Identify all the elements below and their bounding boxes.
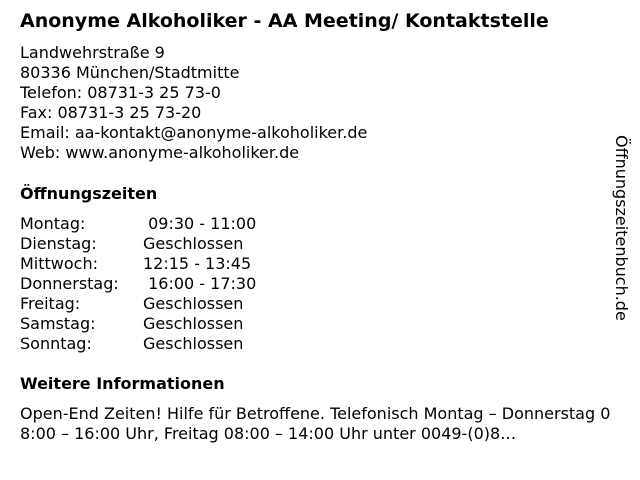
further-info-heading: Weitere Informationen xyxy=(20,374,225,393)
phone-number: Telefon: 08731-3 25 73-0 xyxy=(20,83,221,102)
hours-row-saturday xyxy=(20,314,256,334)
hours-row-sunday xyxy=(20,334,256,354)
time-value: 12:15 - 13:45 xyxy=(143,254,252,273)
hours-row-wednesday xyxy=(20,254,256,274)
day-label: Mittwoch: xyxy=(20,254,98,273)
page-title: Anonyme Alkoholiker - AA Meeting/ Kontaktstelle xyxy=(20,10,549,32)
day-label: Sonntag: xyxy=(20,334,92,353)
watermark-label: Öffnungszeitenbuch.de xyxy=(612,135,631,321)
day-label: Samstag: xyxy=(20,314,96,333)
contact-block xyxy=(20,43,367,163)
further-info-text: Open-End Zeiten! Hilfe für Betroffene. Telefonisch Montag – Donnerstag 08:00 – 16:00 Uhr, Freitag 08:00 – 14:00 Uhr unter 0049-(0)8… xyxy=(20,404,611,443)
day-label: Montag: xyxy=(20,214,86,233)
street-address: Landwehrstraße 9 xyxy=(20,43,165,62)
day-label: Freitag: xyxy=(20,294,81,313)
opening-hours-heading: Öffnungszeiten xyxy=(20,184,158,203)
hours-row-monday xyxy=(20,214,256,234)
time-value: Geschlossen xyxy=(143,314,244,333)
time-value: 16:00 - 17:30 xyxy=(143,274,257,293)
hours-row-tuesday xyxy=(20,234,256,254)
time-value: Geschlossen xyxy=(143,334,244,353)
hours-row-friday xyxy=(20,294,256,314)
fax-number: Fax: 08731-3 25 73-20 xyxy=(20,103,202,122)
time-value: Geschlossen xyxy=(143,294,244,313)
city-address: 80336 München/Stadtmitte xyxy=(20,63,240,82)
email-address: Email: aa-kontakt@anonyme-alkoholiker.de xyxy=(20,123,368,142)
opening-hours-table xyxy=(20,214,256,354)
hours-row-thursday xyxy=(20,274,256,294)
day-label: Dienstag: xyxy=(20,234,97,253)
day-label: Donnerstag: xyxy=(20,274,119,293)
time-value: Geschlossen xyxy=(143,234,244,253)
time-value: 09:30 - 11:00 xyxy=(143,214,257,233)
website: Web: www.anonyme-alkoholiker.de xyxy=(20,143,300,162)
